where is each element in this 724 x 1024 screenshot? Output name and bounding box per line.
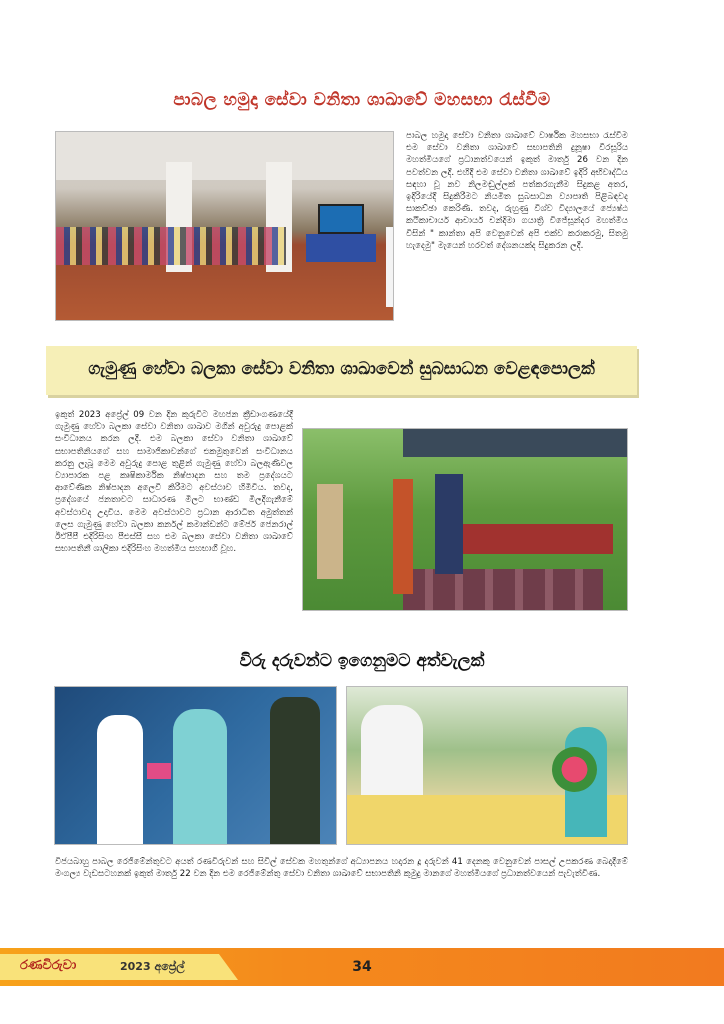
page-footer [0, 948, 724, 986]
magazine-name: රණවිරුවා [20, 958, 77, 973]
tent-roof [403, 429, 628, 457]
page-number: 34 [352, 959, 372, 975]
article-2-title-band [46, 346, 637, 395]
visitor-figure [317, 484, 343, 579]
gift-package [147, 763, 171, 779]
article-3-title: විරු දරුවන්ට ඉගෙනුමට අත්වැලක් [239, 651, 485, 671]
chairperson-figure [173, 709, 227, 845]
article-1-body: පාබල හමුදා සේවා වනිතා ශාඛාවේ වාර්ෂික මහසභා රැස්වීම එම සේවා වනිතා ශාඛාවේ සභාපතිනි දුනූෂා වීරසූරිය මහත්මියගේ ප්‍රධානත්වයෙන් ඉකුත් මාර්තු 26 වන දින පවත්වන ලදී. එහිදී එම සේවා වනිතා ශාඛාවේ ඉදිරි අභිවෘද්ධිය සඳහා වූ නව නිලමඬුල්ලක් පත්කරගැනීම සිදුකළ අතර, ඉදිරියේදී සිදුකිරීමට නියමිත සුබසාධන ව්‍යාපෘති පිළිබඳවද සාකච්ඡා කෙරිණි. තවද, රුහුණු විශ්ව විද්‍යාලයේ ජ්‍යෙෂ්ඨ කථිකාචාර්ය ආචාර්ය චන්දිමා ගයාත්‍රි විජේසූන්දර මහත්මිය විසින් " කාන්තා අපි වෙනුවෙන් අපි එක්ව කරාකරමු, සිතමු හැදෙමු" මැයෙන් හරවත් දේශනයක්ද සිදුකරන ලදී. [406, 131, 628, 251]
student-figure [97, 715, 143, 845]
officer-figure [270, 697, 320, 845]
assembly-hall-photo [55, 131, 394, 321]
article-2-body: ඉකුත් 2023 අප්‍රේල් 09 වන දින කුරුවිට මහජන ක්‍රීඩාංගණයේදී ගැමුණු හේවා බලකා සේවා වනිතා ශාඛාව මගින් අවුරුදු පොළක් සංවිධානය කරන ලදී. එම බලකා සේවා වනිතා ශාඛාවේ සභාපතිනියගේ සහ සාමාජිකාවන්ගේ එකමුතුවෙන් සංවිධානය කරනු ලැබූ මෙම අවුරුදු පොළ තුළින් ගැමුණු හේවා බලඇණිවල ව්‍යාපාරක පළ කෘෂිකාර්මික නිෂ්පාදන සහ තම ප්‍රදේශයට ආවේණික නිෂ්පාදන අලෙවි කිරීමට අවස්ථාව හිමිවිය. තවද, ප්‍රදේශයේ ජනතාවට සාධාරණ මිලට භාණ්ඩ මිලදීගැනීමේ අවස්ථාවද උදාවිය. මෙම අවස්ථාවට ප්‍රධාන ආරාධිත අමුත්තන් ලෙස ගැමුණු හේවා බලකා කර්නල් කමාන්ඩන්ට මේජර් ජෙනරාල් ඊඒපීපී එදිරිසිංහ පීඑස්සී සහ එම බලකා සේවා වනිතා ශාඛාවේ සභාපතිනී ශාලිකා එදිරිසිංහ මහත්මිය සහභාගී වූහ. [55, 410, 293, 555]
guest-figure [393, 479, 413, 594]
ceiling [56, 132, 393, 180]
award-ceremony-photo [54, 686, 337, 845]
podium [386, 227, 394, 307]
article-2-title: ගැමුණු හේවා බලකා සේවා වනිතා ශාඛාවෙන් සුබසාධන වෙළඳපොලක් [88, 359, 595, 379]
clay-pots [403, 569, 603, 611]
article-3-body: විජයබාහු පාබල රෙජිමේන්තුවට අයත් රණවිරුවන් සහ සිවිල් සේවක මහතුන්ගේ අධ්‍යාපනය හදාරන දූ දරුවන් 41 දෙනකු වෙනුවෙන් පාසල් උපකරණ බෙදාදීමේ මංගල්‍ය වැඩසටහනක් ඉකුත් මාර්තු 22 වන දින එම රෙජිමේන්තු සේවා වනිතා ශාඛාවේ සභාපතිනි කුමුදු මානගේ මහත්මියගේ ප්‍රධානත්වයෙන් පැවැත්විණ. [55, 857, 628, 880]
officer-figure [435, 474, 463, 574]
issue-date: 2023 අප්‍රේල් [120, 960, 185, 973]
head-table [306, 234, 376, 262]
audience [56, 227, 286, 265]
flower-arrangement [552, 747, 597, 792]
produce-table [453, 524, 613, 554]
food-display-photo [346, 686, 628, 845]
article-1-title: පාබල හමුදා සේවා වනිතා ශාඛාවේ මහසභා රැස්වීම [173, 90, 551, 110]
projection-screen [318, 204, 364, 234]
market-stall-photo [302, 428, 628, 611]
